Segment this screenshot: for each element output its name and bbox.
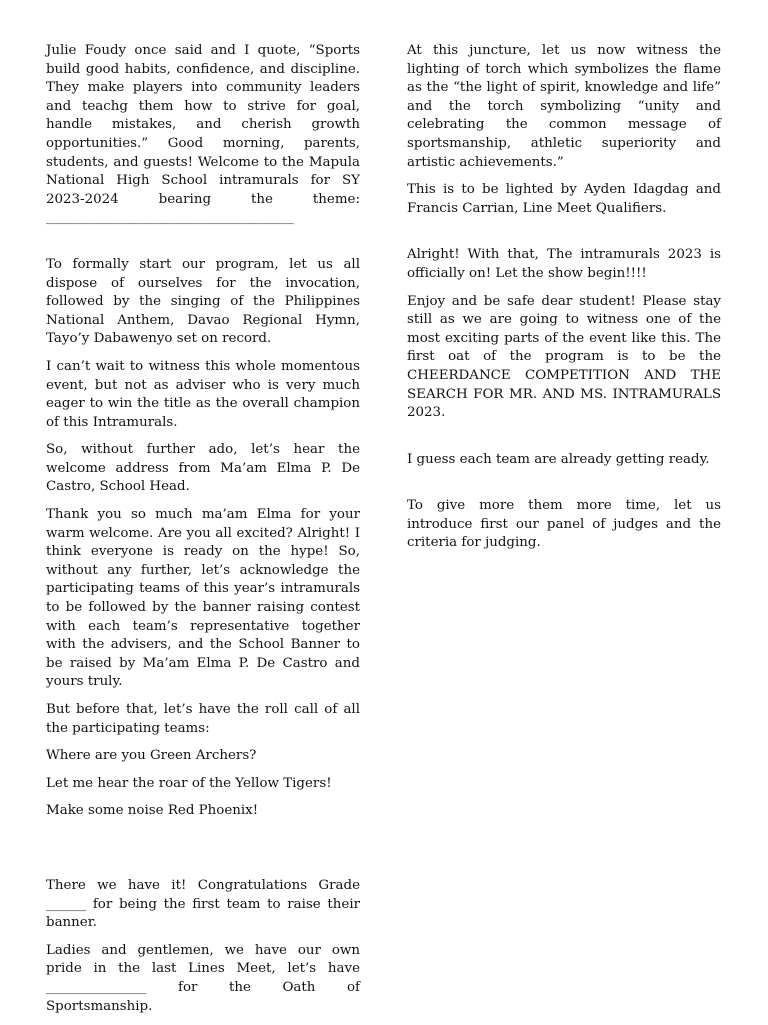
judges-intro-paragraph: To give more them more time, let us introduce first our panel of judges and the criteria for judging. [407,498,721,551]
torch-lighting-paragraph: At this juncture, let us now witness the lighting of torch which symbolizes the flame as the “the light of spirit, knowledge and life” and the torch symbolizing “unity and celebrating the common message of sportsmanship, athletic superiority and artistic achievements.” [407,43,721,170]
adviser-paragraph: I can’t wait to witness this whole momentous event, but not as adviser who is very much eager to win the title as the overall champion of this Intramurals. [46,358,360,430]
welcome-address-paragraph: So, without further ado, let’s hear the welcome address from Ma’am Elma P. De Castro, School Head. [46,442,360,495]
opening-quote-paragraph: Julie Foudy once said and I quote, “Sports build good habits, confidence, and discipline. They make players into community leaders and teachg them how to strive for goal, handle mistakes, and cherish growth opportunities.” Good morning, parents, students, and guests! Welcome to the Mapula National High School intramurals for SY 2023-2024 bearing the theme: _____________________________________ [46,43,360,226]
oath-paragraph: Ladies and gentlemen, we have our own pride in the last Lines Meet, let’s have _______________ for the Oath of Sportsmanship. [46,942,360,1014]
roll-call-intro-paragraph: But before that, let’s have the roll call of all the participating teams: [46,702,360,736]
invocation-paragraph: To formally start our program, let us all dispose of ourselves for the invocation, followed by the singing of the Philippines National Anthem, Davao Regional Hymn, Tayo’y Dabawenyo set on record. [46,256,360,347]
congratulations-paragraph: There we have it! Congratulations Grade ______ for being the first team to raise their banner. [46,877,360,931]
yellow-tigers-line: Let me hear the roar of the Yellow Tigers! [46,775,332,791]
red-phoenix-line: Make some noise Red Phoenix! [46,803,259,819]
teams-acknowledgement-paragraph: Thank you so much ma’am Elma for your warm welcome. Are you all excited? Alright! I think everyone is ready on the hype! So, without any further, let’s acknowledge the participating teams of this year’s intramurals to be followed by the banner raising contest with each team’s representative together with the advisers, and the School Banner to be raised by Ma’am Elma P. De Castro and yours truly. [46,507,360,690]
torch-bearers-paragraph: This is to be lighted by Ayden Idagdag and Francis Carrian, Line Meet Qualifiers. [407,182,721,216]
right-column [407,42,721,562]
teams-ready-paragraph: I guess each team are already getting ready. [407,451,710,467]
show-begin-paragraph: Alright! With that, The intramurals 2023 is officially on! Let the show begin!!!! [407,247,721,281]
left-column [46,42,360,1025]
green-archers-line: Where are you Green Archers? [46,748,257,764]
cheerdance-paragraph: Enjoy and be safe dear student! Please stay still as we are going to witness one of the most exciting parts of the event like this. The first oat of the program is to be the CHEERDANCE COMPETITION AND THE SEARCH FOR MR. AND MS. INTRAMURALS 2023. [407,293,721,421]
